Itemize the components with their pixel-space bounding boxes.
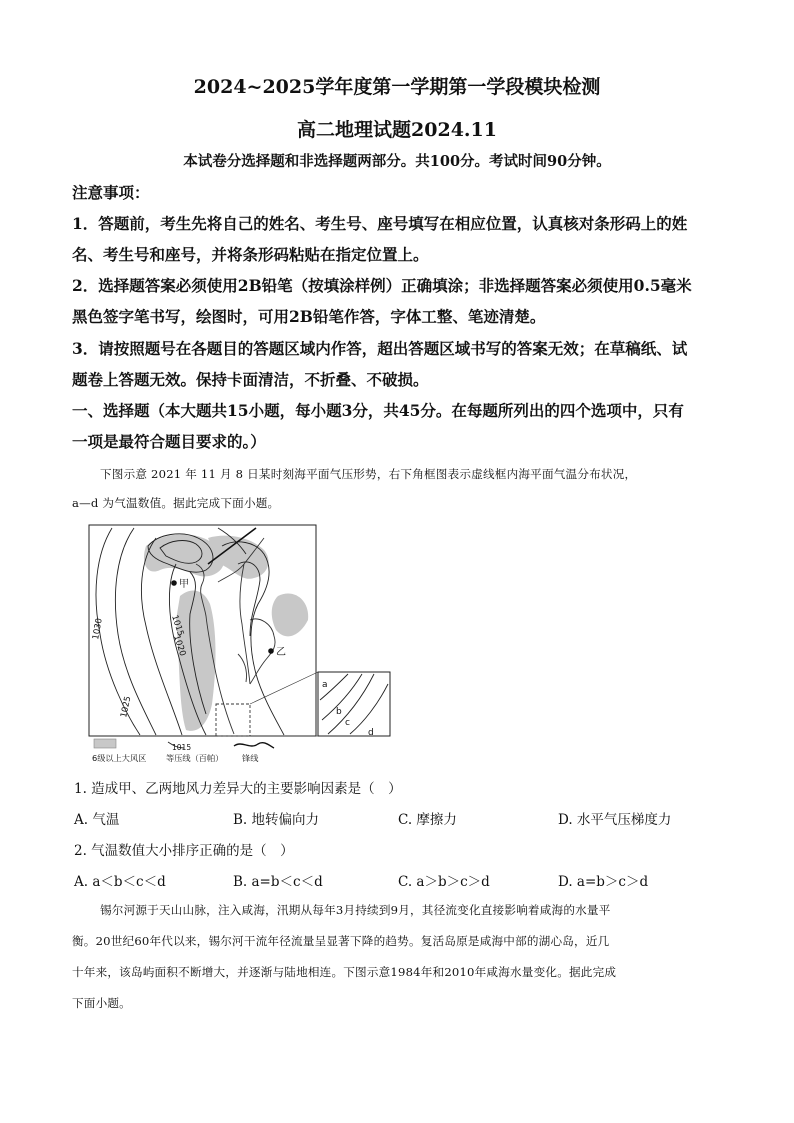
- notice-item-1-line-2: 名、考生号和座号，并将条形码粘贴在指定位置上。: [72, 245, 429, 264]
- passage-2-line-2: 衡。20世纪60年代以来，锡尔河干流年径流量呈显著下降的趋势。复活岛原是咸海中部的湖心岛，近几: [72, 934, 610, 948]
- station-yi-label: 乙: [276, 647, 286, 658]
- question-2-option-a[interactable]: A. a＜b＜c＜d: [74, 874, 166, 890]
- isobar-label-1015: 1015: [169, 613, 186, 638]
- wind-zone-areas: [144, 534, 308, 731]
- inset-label-a: a: [322, 680, 328, 690]
- notice-item-1-line-1: 1．答题前，考生先将自己的姓名、考生号、座号填写在相应位置，认真核对条形码上的姓: [72, 214, 688, 233]
- isobar-label-1030: 1030: [91, 617, 105, 641]
- pressure-map-figure: [88, 524, 394, 764]
- inset-label-b: b: [336, 707, 342, 717]
- passage-2-line-1: 锡尔河源于天山山脉，注入咸海，汛期从每年3月持续到9月，其径流变化直接影响着咸海的水量平: [100, 903, 611, 917]
- question-1-option-d[interactable]: D. 水平气压梯度力: [558, 812, 672, 828]
- passage-1-line-1: 下图示意 2021 年 11 月 8 日某时刻海平面气压形势，右下角框图表示虚线框内海平面气温分布状况，: [100, 467, 637, 481]
- passage-2-line-3: 十年来，该岛屿面积不断增大，并逐渐与陆地相连。下图示意1984年和2010年咸海水量变化。据此完成: [72, 965, 617, 979]
- exam-title: 2024~2025学年度第一学期第一学段模块检测: [193, 76, 601, 98]
- legend-front-symbol: [234, 743, 274, 748]
- question-2-option-c[interactable]: C. a＞b＞c＞d: [398, 874, 490, 890]
- notice-item-3-line-1: 3．请按照题号在各题目的答题区域内作答，超出答题区域书写的答案无效；在草稿纸、试: [72, 339, 688, 358]
- question-1-stem: 1. 造成甲、乙两地风力差异大的主要影响因素是（ ）: [74, 781, 402, 797]
- notice-item-2-line-2: 黑色签字笔书写，绘图时，可用2B铅笔作答，字体工整、笔迹清楚。: [72, 307, 546, 326]
- question-2-option-b[interactable]: B. a=b＜c＜d: [233, 874, 323, 890]
- notice-item-3-line-2: 题卷上答题无效。保持卡面清洁，不折叠、不破损。: [72, 370, 429, 389]
- section-heading-line-2: 一项是最符合题目要求的。）: [72, 432, 266, 451]
- question-1-option-b[interactable]: B. 地转偏向力: [233, 812, 320, 828]
- exam-subtitle: 高二地理试题2024.11: [297, 119, 497, 141]
- legend-isobar-value: 1015: [172, 743, 192, 752]
- section-heading-line-1: 一、选择题（本大题共15小题，每小题3分，共45分。在每题所列出的四个选项中，只有: [72, 401, 684, 420]
- inset-label-d: d: [368, 728, 374, 738]
- legend-isobar-label: 等压线（百帕）: [166, 753, 224, 763]
- legend-front-label: 锋线: [242, 753, 259, 763]
- station-jia-label: 甲: [179, 579, 189, 590]
- question-2-stem: 2. 气温数值大小排序正确的是（ ）: [74, 843, 294, 859]
- inset-label-c: c: [345, 718, 350, 728]
- passage-1-line-2: a—d 为气温数值。据此完成下面小题。: [72, 496, 280, 510]
- temperature-inset: [318, 672, 390, 736]
- station-jia-marker: [171, 580, 177, 586]
- notice-heading: 注意事项：: [72, 183, 150, 202]
- notice-item-2-line-1: 2．选择题答案必须使用2B铅笔（按填涂样例）正确填涂；非选择题答案必须使用0.5毫米: [72, 276, 692, 295]
- passage-2-line-4: 下面小题。: [72, 996, 131, 1010]
- legend-wind-swatch: [94, 739, 116, 748]
- station-yi-marker: [268, 648, 274, 654]
- question-1-option-a[interactable]: A. 气温: [74, 812, 120, 828]
- exam-info: 本试卷分选择题和非选择题两部分。共100分。考试时间90分钟。: [183, 153, 611, 170]
- isobar-label-1025: 1025: [119, 695, 134, 719]
- question-1-option-c[interactable]: C. 摩擦力: [398, 812, 457, 828]
- isobar-label-1020: 1020: [171, 633, 188, 658]
- legend-wind-zone-label: 6级以上大风区: [92, 753, 147, 763]
- question-2-option-d[interactable]: D. a=b＞c＞d: [558, 874, 649, 890]
